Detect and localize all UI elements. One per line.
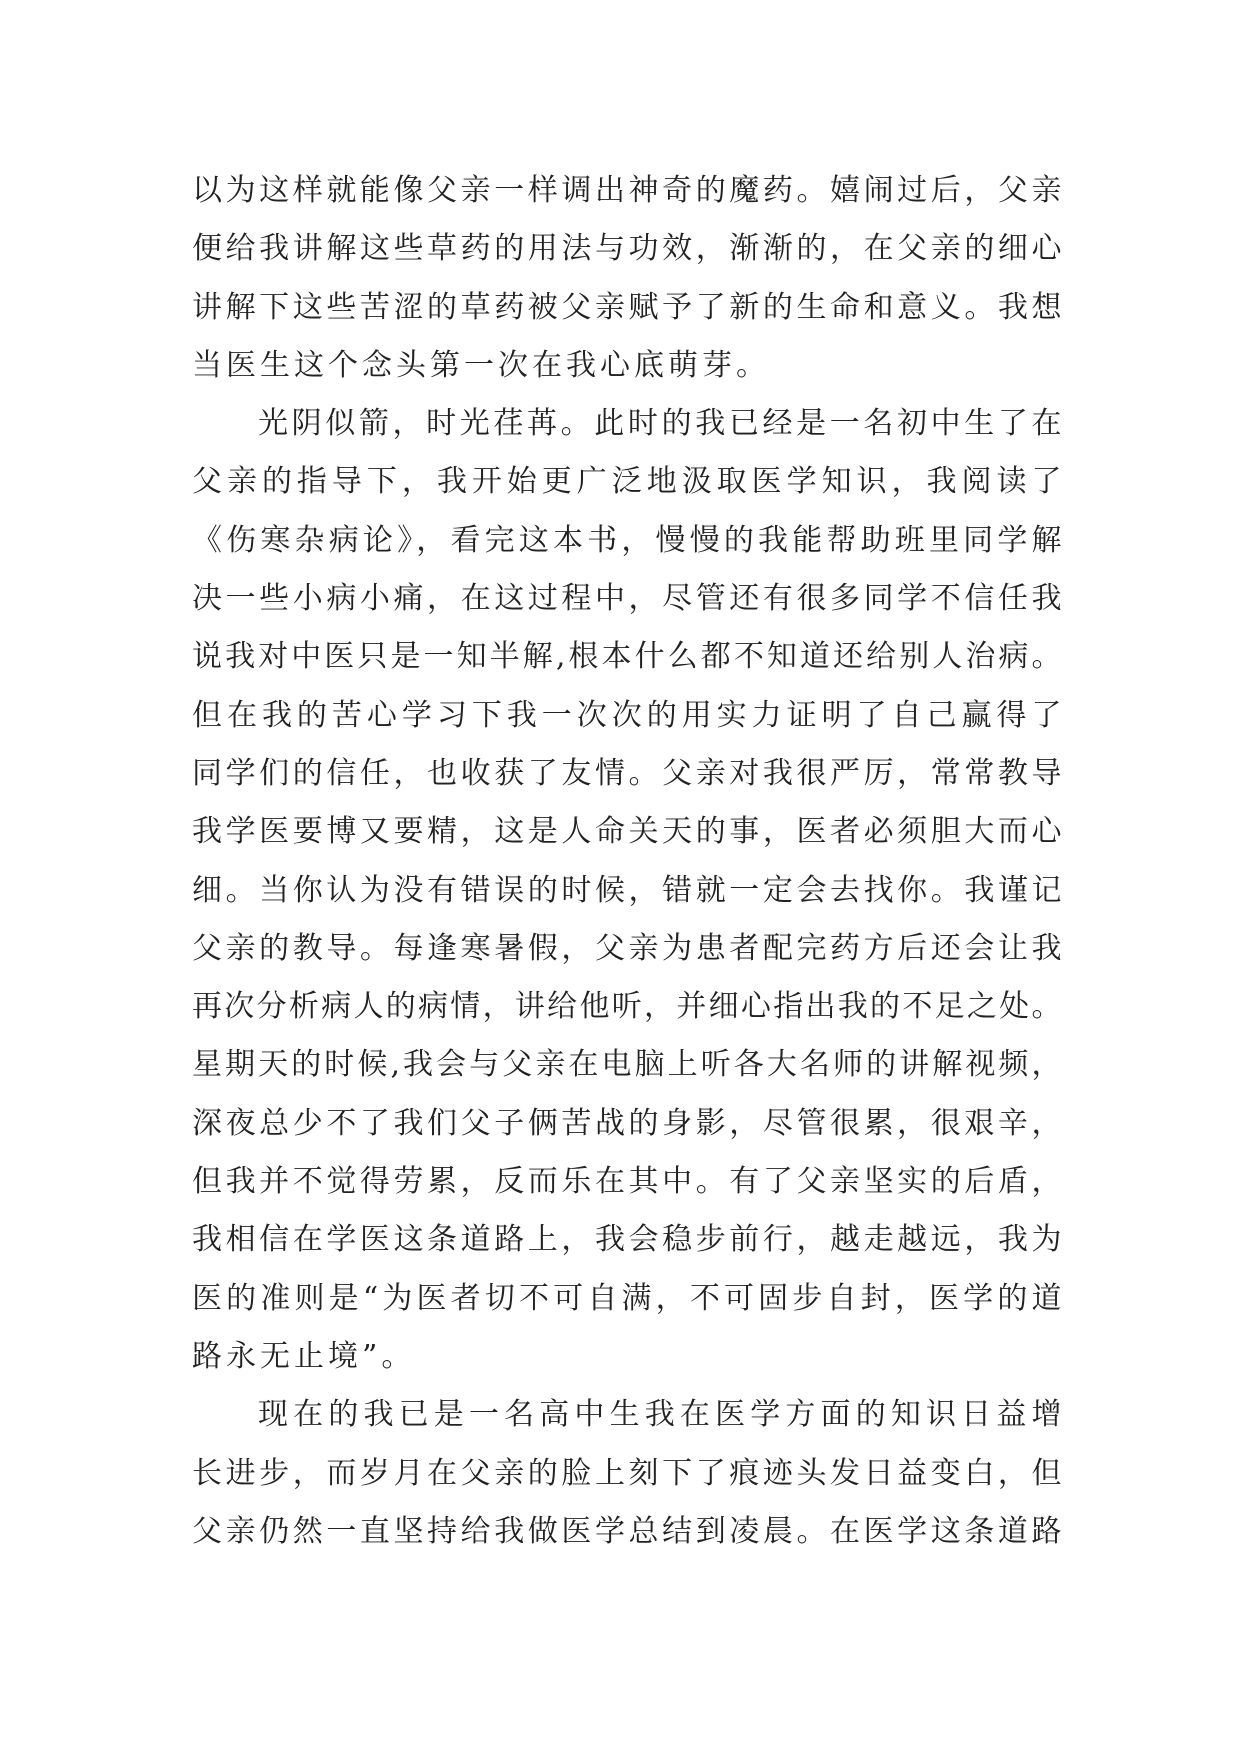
- text-line: 决一些小病小痛，在这过程中，尽管还有很多同学不信任我: [192, 581, 1062, 617]
- text-line: 同学们的信任，也收获了友情。父亲对我很严厉，常常教导: [192, 755, 1062, 791]
- text-line: 细。当你认为没有错误的时候，错就一定会去找你。我谨记: [192, 872, 1062, 908]
- text-line: 以为这样就能像父亲一样调出神奇的魔药。嬉闹过后，父亲: [192, 173, 1062, 208]
- text-line: 当医生这个念头第一次在我心底萌芽。: [192, 347, 770, 383]
- text-line: 但在我的苦心学习下我一次次的用实力证明了自己赢得了: [192, 697, 1062, 733]
- paragraph-first-line: 光阴似箭，时光荏苒。此时的我已经是一名初中生了在: [258, 406, 1062, 442]
- text-line: 星期天的时候,我会与父亲在电脑上听各大名师的讲解视频，: [192, 1047, 1062, 1083]
- text-line: 但我并不觉得劳累，反而乐在其中。有了父亲坚实的后盾，: [192, 1164, 1062, 1200]
- paragraph-first-line: 现在的我已是一名高中生我在医学方面的知识日益增: [258, 1397, 1062, 1433]
- text-line: 便给我讲解这些草药的用法与功效，渐渐的，在父亲的细心: [192, 231, 1062, 267]
- text-line: 父亲仍然一直坚持给我做医学总结到凌晨。在医学这条道路: [192, 1513, 1062, 1549]
- text-line: 再次分析病人的病情，讲给他听，并细心指出我的不足之处。: [192, 989, 1062, 1025]
- text-line: 讲解下这些苦涩的草药被父亲赋予了新的生命和意义。我想: [192, 289, 1062, 325]
- text-line: 长进步，而岁月在父亲的脸上刻下了痕迹头发日益变白，但: [192, 1455, 1062, 1491]
- text-line: 我学医要博又要精，这是人命关天的事，医者必须胆大而心: [192, 814, 1062, 850]
- text-line: 我相信在学医这条道路上，我会稳步前行，越走越远，我为: [192, 1222, 1062, 1258]
- body-text: [192, 162, 1062, 1561]
- text-line: 说我对中医只是一知半解,根本什么都不知道还给别人治病。: [192, 639, 1062, 675]
- text-line: 父亲的教导。每逢寒暑假，父亲为患者配完药方后还会让我: [192, 930, 1062, 966]
- text-line: 医的准则是“为医者切不可自满，不可固步自封，医学的道: [192, 1280, 1062, 1316]
- text-line: 路永无止境”。: [192, 1338, 416, 1374]
- text-line: 父亲的指导下，我开始更广泛地汲取医学知识，我阅读了: [192, 464, 1062, 500]
- text-line: 《伤寒杂病论》，看完这本书，慢慢的我能帮助班里同学解: [192, 522, 1062, 558]
- text-line: 深夜总少不了我们父子俩苦战的身影，尽管很累，很艰辛，: [192, 1105, 1062, 1141]
